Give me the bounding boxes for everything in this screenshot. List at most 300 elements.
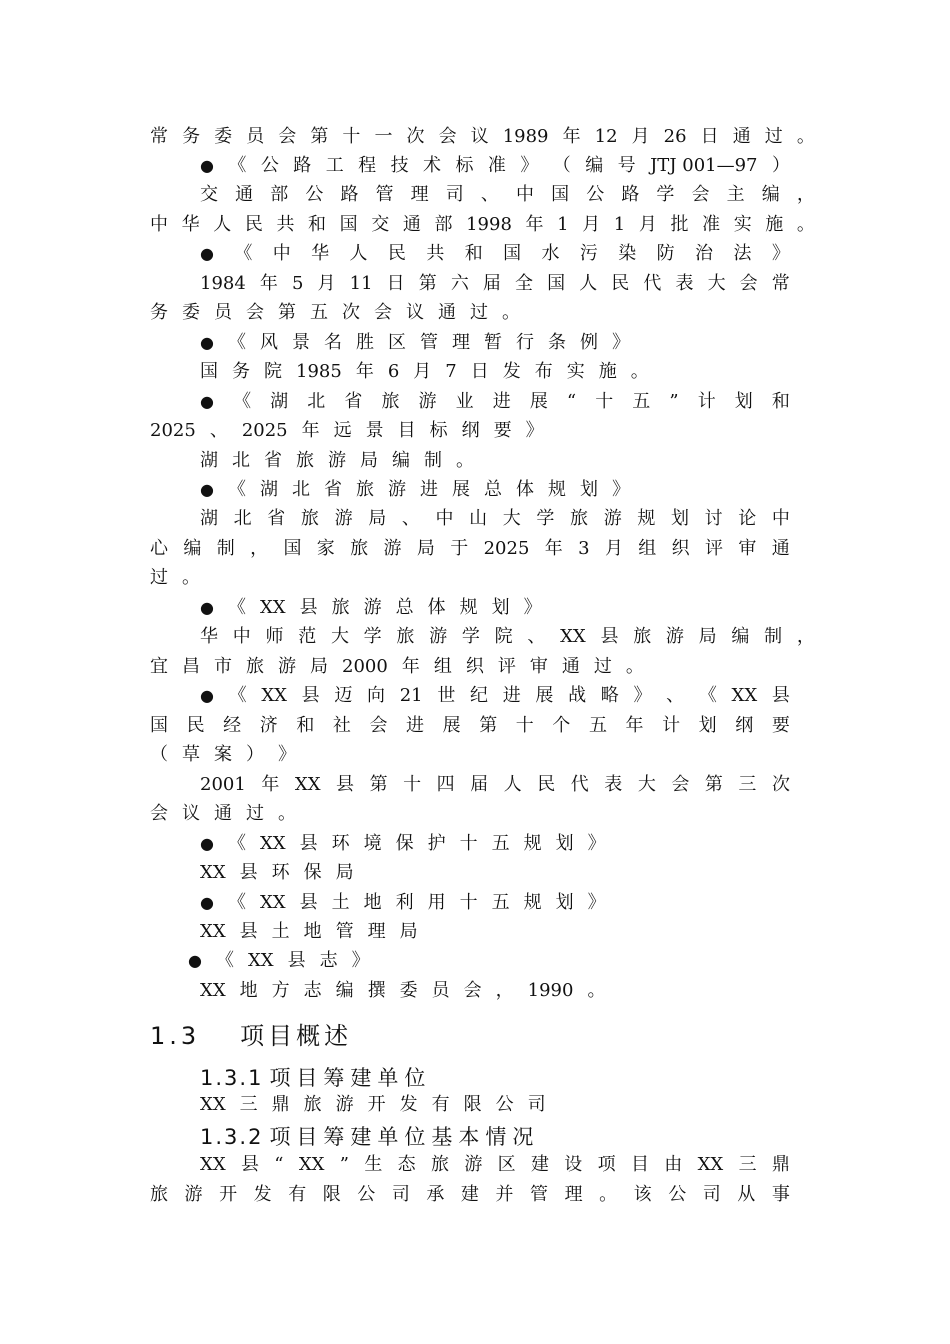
text-token: 理 — [367, 921, 386, 942]
text-token: 游 — [387, 479, 406, 500]
text-token: 规 — [547, 479, 566, 500]
text-token: 年 — [544, 538, 563, 559]
text-token: 略 — [600, 685, 619, 706]
text-token: 部 — [270, 184, 289, 205]
text-line — [150, 801, 815, 827]
text-token: 旅 — [300, 508, 319, 529]
text-token: 《 — [227, 332, 246, 353]
text-token: 》 — [771, 243, 790, 264]
text-token: 湖 — [259, 479, 278, 500]
text-token: 《 — [698, 685, 717, 706]
text-token: 》 — [351, 950, 370, 971]
text-token: 司 — [445, 184, 464, 205]
text-token: 号 — [617, 155, 636, 176]
text-token: 游 — [184, 1184, 203, 1205]
text-token: 旅 — [633, 626, 652, 647]
text-token: 届 — [482, 273, 501, 294]
text-token: 、 — [527, 626, 546, 647]
text-token: 进 — [406, 715, 425, 736]
text-line — [200, 271, 790, 297]
text-token: ， — [495, 980, 514, 1001]
text-token: 日 — [700, 126, 719, 147]
text-token: 年 — [301, 420, 320, 441]
text-token: 有 — [288, 1184, 307, 1205]
text-token: 五 — [310, 302, 328, 323]
text-token: 景 — [365, 420, 384, 441]
text-token: 生 — [364, 1154, 383, 1175]
text-token: 局 — [368, 508, 387, 529]
text-token: 讨 — [704, 508, 723, 529]
bullet-icon: ● — [200, 392, 214, 411]
text-token: 月 — [604, 538, 623, 559]
bullet-icon: ● — [200, 480, 214, 499]
text-token: 十 — [459, 892, 478, 913]
text-token: 游 — [603, 508, 622, 529]
text-token: 总 — [483, 479, 502, 500]
text-token: 。 — [587, 980, 606, 1001]
text-token: 中 — [435, 508, 454, 529]
text-token: 管 — [419, 332, 438, 353]
text-token: 划 — [555, 892, 574, 913]
text-token: 限 — [463, 1094, 482, 1115]
text-token: 会 — [150, 803, 168, 824]
text-token: 湖 — [270, 391, 289, 412]
text-token: 国 — [283, 538, 302, 559]
text-token: XX — [247, 950, 274, 971]
text-token: 县 — [240, 1154, 259, 1175]
text-token: 十 — [459, 833, 478, 854]
text-token: 》 — [587, 892, 606, 913]
text-token: 论 — [738, 508, 757, 529]
text-token: 十 — [595, 391, 614, 412]
text-token: 和 — [771, 391, 790, 412]
text-token: 理 — [564, 1184, 583, 1205]
text-token: 1990 — [527, 980, 574, 1001]
text-token: 纲 — [735, 715, 754, 736]
bullet-line — [200, 389, 790, 415]
text-token: 管 — [375, 184, 394, 205]
text-token: 司 — [702, 1184, 721, 1205]
text-token: “ — [274, 1154, 284, 1175]
text-token: 《 — [215, 950, 234, 971]
text-token: 2025 — [483, 538, 530, 559]
text-token: 1985 — [296, 361, 342, 382]
text-token: 五 — [588, 715, 607, 736]
text-token: 院 — [264, 361, 282, 382]
text-token: 地 — [363, 892, 382, 913]
text-token: 北 — [232, 450, 250, 471]
bullet-line — [200, 890, 865, 916]
text-token: 月 — [631, 126, 650, 147]
text-line — [200, 624, 815, 650]
text-token: 。 — [796, 214, 815, 235]
text-token: 学 — [536, 508, 555, 529]
text-token: XX — [560, 626, 586, 647]
text-line — [200, 919, 865, 945]
text-token: 。 — [278, 803, 296, 824]
text-token: 山 — [469, 508, 488, 529]
text-token: XX — [259, 833, 286, 854]
bullet-icon: ● — [200, 686, 214, 705]
text-line — [150, 300, 815, 326]
text-token: 年 — [525, 214, 544, 235]
text-token: 旅 — [355, 479, 374, 500]
text-token: （ — [150, 744, 168, 765]
text-token: 从 — [737, 1184, 756, 1205]
text-token: 要 — [771, 715, 790, 736]
text-token: 、 — [480, 184, 499, 205]
text-token: 1 — [557, 214, 569, 235]
text-token: 旅 — [331, 597, 350, 618]
text-token: 会 — [246, 302, 264, 323]
text-token: 计 — [697, 391, 716, 412]
text-token: 规 — [637, 508, 656, 529]
bullet-icon: ● — [200, 333, 214, 352]
text-token: 中 — [150, 214, 168, 235]
text-token: 游 — [383, 538, 402, 559]
text-token: XX — [731, 685, 758, 706]
text-line — [150, 124, 815, 150]
text-token: 表 — [604, 774, 623, 795]
text-token: 体 — [515, 479, 534, 500]
text-token: 公 — [495, 1094, 514, 1115]
text-token: 过 — [470, 302, 488, 323]
text-token: 务 — [150, 302, 168, 323]
text-token: 湖 — [200, 508, 218, 529]
text-token: 《 — [233, 391, 252, 412]
text-token: 。 — [182, 567, 200, 588]
text-token: 编 — [392, 450, 410, 471]
text-token: 次 — [406, 126, 425, 147]
text-token: ” — [669, 391, 679, 412]
text-token: 发 — [399, 1094, 418, 1115]
text-token: 议 — [406, 302, 424, 323]
text-token: 技 — [390, 155, 409, 176]
text-token: 议 — [182, 803, 200, 824]
text-token: 2025 — [241, 420, 288, 441]
text-token: 织 — [671, 538, 690, 559]
text-token: 利 — [395, 892, 414, 913]
text-token: 常 — [150, 126, 168, 147]
text-token: 主 — [726, 184, 745, 205]
text-token: 代 — [570, 774, 589, 795]
text-token: 员 — [214, 302, 232, 323]
text-token: 部 — [434, 214, 453, 235]
text-token: 展 — [535, 685, 554, 706]
text-token: 组 — [433, 656, 452, 677]
text-token: 实 — [733, 214, 752, 235]
text-token: 土 — [271, 921, 290, 942]
text-token: 远 — [333, 420, 352, 441]
bullet-line — [188, 948, 853, 974]
text-token: 》 — [611, 332, 630, 353]
text-token: 十 — [403, 774, 422, 795]
text-token: 护 — [427, 833, 446, 854]
text-token: 次 — [771, 774, 790, 795]
text-token: 会 — [671, 774, 690, 795]
text-token: 》 — [611, 479, 630, 500]
subsection-heading-2 — [200, 1121, 539, 1151]
text-token: 实 — [566, 361, 585, 382]
text-line — [150, 742, 815, 768]
text-token: 湖 — [200, 450, 218, 471]
bullet-line — [200, 241, 790, 267]
text-token: 向 — [367, 685, 386, 706]
text-token: 县 — [301, 685, 320, 706]
text-token: 6 — [387, 361, 400, 382]
text-token: 标 — [429, 420, 448, 441]
text-token: 第 — [418, 273, 437, 294]
text-token: 北 — [233, 508, 252, 529]
text-token: 术 — [423, 155, 442, 176]
text-token: 和 — [464, 243, 483, 264]
text-token: 编 — [183, 538, 202, 559]
text-token: 例 — [579, 332, 598, 353]
text-token: 交 — [200, 184, 218, 205]
text-token: 展 — [451, 479, 470, 500]
text-token: 社 — [332, 715, 351, 736]
text-token: 通 — [771, 538, 790, 559]
text-token: 国 — [200, 361, 218, 382]
section-title: 项目概述 — [240, 1022, 353, 1050]
text-token: 县 — [287, 950, 306, 971]
text-token: 个 — [552, 715, 571, 736]
text-token: 日 — [470, 361, 489, 382]
text-token: 组 — [638, 538, 657, 559]
bullet-icon: ● — [188, 951, 202, 970]
text-token: 1989 — [502, 126, 549, 147]
text-token: 开 — [367, 1094, 386, 1115]
text-token: 由 — [664, 1154, 683, 1175]
text-token: 草 — [182, 744, 200, 765]
text-token: 经 — [223, 715, 242, 736]
text-token: 评 — [497, 656, 516, 677]
text-token: 民 — [537, 774, 556, 795]
text-token: 务 — [182, 126, 201, 147]
text-token: 制 — [216, 538, 235, 559]
text-token: 三 — [239, 1094, 258, 1115]
section-heading — [150, 1016, 352, 1051]
text-token: 通 — [402, 214, 421, 235]
text-token: 理 — [410, 184, 429, 205]
text-token: 局 — [335, 862, 354, 883]
text-token: 市 — [214, 656, 232, 677]
bullet-line — [200, 683, 790, 709]
text-token: 。 — [625, 656, 644, 677]
text-token: 撰 — [367, 980, 386, 1001]
text-token: 全 — [515, 273, 534, 294]
text-token: 国 — [547, 273, 566, 294]
text-token: 》 — [520, 155, 539, 176]
text-token: 会 — [374, 302, 392, 323]
text-token: 。 — [502, 302, 520, 323]
text-line — [200, 1152, 790, 1178]
text-token: 四 — [436, 774, 455, 795]
text-token: 表 — [675, 273, 694, 294]
text-token: 旅 — [396, 626, 415, 647]
bullet-icon: ● — [200, 598, 214, 617]
text-token: 省 — [344, 391, 363, 412]
text-token: 编 — [761, 184, 780, 205]
text-line — [150, 418, 815, 444]
text-token: 路 — [293, 155, 312, 176]
bullet-line — [200, 330, 865, 356]
text-line — [150, 713, 790, 739]
text-token: 、 — [666, 685, 685, 706]
text-token: 会 — [691, 184, 710, 205]
text-token: 六 — [450, 273, 469, 294]
text-token: 》 — [587, 833, 606, 854]
text-token: 十 — [515, 715, 534, 736]
text-token: 《 — [234, 243, 253, 264]
text-token: 华 — [181, 214, 200, 235]
text-token: “ — [566, 391, 577, 412]
text-token: 大 — [707, 273, 726, 294]
text-token: 限 — [322, 1184, 341, 1205]
text-token: 战 — [568, 685, 587, 706]
text-token: 院 — [494, 626, 513, 647]
text-token: 制 — [424, 450, 442, 471]
text-line — [150, 536, 790, 562]
text-token: 世 — [437, 685, 456, 706]
text-token: 人 — [349, 243, 368, 264]
text-token: 委 — [182, 302, 200, 323]
text-token: 昌 — [182, 656, 200, 677]
text-token: 旅 — [430, 1154, 449, 1175]
text-token: 代 — [643, 273, 662, 294]
text-token: 通 — [214, 803, 232, 824]
text-token: 大 — [502, 508, 521, 529]
text-token: 局 — [360, 450, 378, 471]
text-token: 业 — [455, 391, 474, 412]
text-token: XX — [200, 921, 226, 942]
text-token: 第 — [310, 126, 329, 147]
text-token: 环 — [331, 833, 350, 854]
text-token: 国 — [551, 184, 570, 205]
text-token: 第 — [278, 302, 296, 323]
text-token: ， — [796, 626, 815, 647]
text-token: 县 — [239, 921, 258, 942]
text-token: 7 — [445, 361, 457, 382]
text-token: 目 — [397, 420, 416, 441]
text-token: 会 — [739, 273, 758, 294]
text-token: 人 — [579, 273, 598, 294]
text-token: 县 — [771, 685, 790, 706]
text-token: 2025 — [150, 420, 196, 441]
text-token: 司 — [527, 1094, 546, 1115]
text-token: 公 — [357, 1184, 376, 1205]
text-token: 于 — [450, 538, 469, 559]
text-token: 划 — [670, 508, 689, 529]
text-token: 家 — [316, 538, 335, 559]
text-token: 和 — [296, 715, 315, 736]
text-token: 鼎 — [771, 1154, 790, 1175]
text-line — [200, 772, 790, 798]
text-token: 、 — [209, 420, 228, 441]
text-line — [150, 654, 815, 680]
text-token: 民 — [387, 243, 406, 264]
text-token: 进 — [502, 685, 521, 706]
text-token: 3 — [578, 538, 590, 559]
text-line — [150, 212, 815, 238]
text-token: 管 — [530, 1184, 549, 1205]
text-token: 游 — [335, 1094, 354, 1115]
text-token: 《 — [228, 155, 247, 176]
text-token: 县 — [299, 597, 318, 618]
text-token: 胜 — [355, 332, 374, 353]
text-token: 准 — [702, 214, 721, 235]
text-line — [200, 359, 865, 385]
text-token: 月 — [317, 273, 336, 294]
text-token: 准 — [487, 155, 506, 176]
subsection-title: 项目筹建单位 — [269, 1066, 432, 1090]
text-token: 游 — [464, 1154, 483, 1175]
text-token: 条 — [547, 332, 566, 353]
text-token: 工 — [325, 155, 344, 176]
text-line — [200, 182, 815, 208]
text-token: 北 — [291, 479, 310, 500]
text-token: 十 — [342, 126, 361, 147]
text-token: 中 — [272, 243, 291, 264]
bullet-line — [200, 595, 865, 621]
text-token: 范 — [298, 626, 317, 647]
text-token: 、 — [401, 508, 420, 529]
text-token: 国 — [503, 243, 522, 264]
text-token: 县 — [299, 833, 318, 854]
text-token: 评 — [705, 538, 724, 559]
text-token: 地 — [239, 980, 258, 1001]
text-token: 通 — [235, 184, 254, 205]
text-token: 纪 — [470, 685, 489, 706]
text-token: XX — [697, 1154, 724, 1175]
text-token: 》 — [278, 744, 296, 765]
text-token: 志 — [303, 980, 322, 1001]
text-line — [200, 1092, 865, 1118]
text-token: 设 — [564, 1154, 583, 1175]
text-token: 行 — [515, 332, 534, 353]
text-token: 游 — [328, 450, 346, 471]
text-token: 态 — [397, 1154, 416, 1175]
text-token: 展 — [442, 715, 461, 736]
text-token: 污 — [579, 243, 598, 264]
text-token: 委 — [214, 126, 233, 147]
text-token: 北 — [307, 391, 326, 412]
text-token: 中 — [771, 508, 790, 529]
text-token: 和 — [308, 214, 327, 235]
text-token: 21 — [399, 685, 423, 706]
bullet-icon: ● — [200, 893, 214, 912]
bullet-icon: ● — [200, 244, 214, 263]
subsection-title: 项目筹建单位基本情况 — [269, 1125, 540, 1149]
text-token: 规 — [459, 597, 478, 618]
text-token: 公 — [305, 184, 324, 205]
text-token: XX — [259, 892, 286, 913]
text-token: 水 — [541, 243, 560, 264]
text-token: XX — [298, 1154, 325, 1175]
text-token: 1998 — [466, 214, 512, 235]
text-token: 《 — [227, 892, 246, 913]
text-token: 过 — [764, 126, 783, 147]
text-token: 划 — [555, 833, 574, 854]
text-token: 规 — [523, 833, 542, 854]
text-token: 师 — [265, 626, 284, 647]
text-token: 常 — [771, 273, 790, 294]
text-token: 县 — [336, 774, 355, 795]
text-token: 《 — [227, 479, 246, 500]
text-token: 民 — [611, 273, 630, 294]
text-token: 划 — [734, 391, 753, 412]
text-token: 区 — [387, 332, 406, 353]
